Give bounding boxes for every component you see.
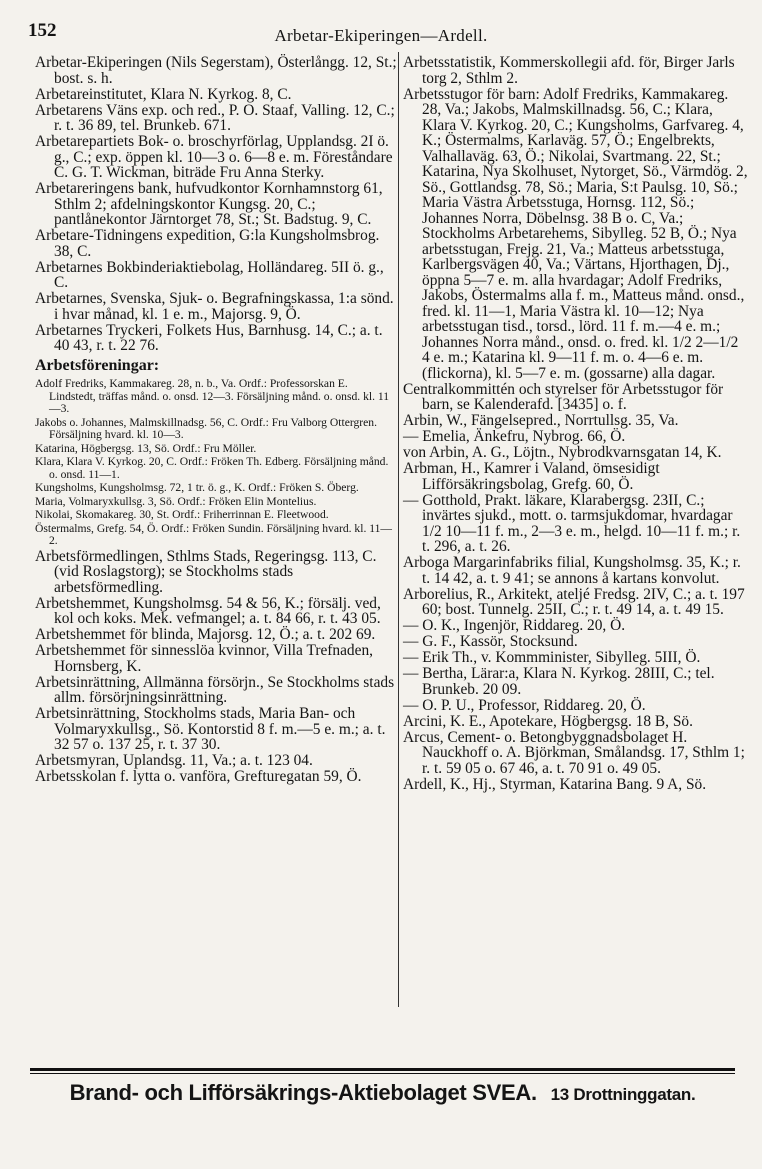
directory-entry: Adolf Fredriks, Kammakareg. 28, n. b., Va. Ordf.: Professorskan E. Lindstedt, träffas månd. o. onsd. 12—3. Försäljning månd. o. onsd. kl. 11—3. [35,377,390,415]
directory-entry: — Bertha, Lärar:a, Klara N. Kyrkog. 28III, C.; tel. Brunkeb. 20 09. [403,665,715,698]
directory-entry: — G. F., Kassör, Stocksund. [403,633,578,650]
directory-entry: Arbetar-Ekiperingen (Nils Segerstam), Österlångg. 12, St.; bost. s. h. [35,54,397,87]
directory-entry: Centralkommittén och styrelser för Arbetsstugor för barn, se Kalenderafd. [3435] o. f. [403,380,724,413]
directory-entry: Arbetareinstitutet, Klara N. Kyrkog. 8, C. [35,85,292,103]
directory-entry: — Emelia, Änkefru, Nybrog. 66, Ö. [403,428,626,445]
directory-entry: — Erik Th., v. Kommminister, Sibylleg. 5III, Ö. [403,649,701,666]
directory-entry: Arbman, H., Kamrer i Valand, ömsesidigt Lifförsäkringsbolag, Grefg. 60, Ö. [403,460,660,493]
directory-entry: Arbetsstugor för barn: Adolf Fredriks, Kammakareg. 28, Va.; Jakobs, Malmskillnadsg. 56, C.; Klara, Klara V. Kyrkog. 20, C.; Kungsholms, Garfvareg. 4, K.; Östermalms, Karlaväg. 57, Ö.; Engelbrekts, Valhallaväg. 63, Ö.; Nikolai, Svartmang. 22, St.; Katarina, Nya Skolhuset, Nytorget, Sö., Värmdög. 2, Sö., Gottlandsg. 78, Sö.; Maria, S:t Paulsg. 10, Sö.; Maria Västra Arbetsstuga, Hornsg. 112, Sö.; Johannes Norra, Döbelnsg. 38 B o. C, Va.; Stockholms Arbetarehems, Sibylleg. 52 B, Ö.; Nya arbetsstugan, Frejg. 21, Va.; Matteus arbetsstuga, Karlbergsvägen 40, Va.; Värtans, Hjorthagen, Dj., öppna 5—7 e. m. alla hvardagar; Adolf Fredriks, Jakobs, Östermalms alla f. m., Matteus månd. onsd., fred. kl. 11—1, Maria Västra kl. 10—12; Nya arbetsstugan tisd., torsd., lörd. 11 f. m.—4 e. m.; Johannes Norra månd., onsd. o. fred. kl. 1/2 2—1/2 4 e. m.; Katarina kl. 9—11 f. m. o. 4—6 e. m. (flickorna), kl. 5—7 e. m. (gossarne) alla dagar. [403,85,748,382]
directory-entry: — O. K., Ingenjör, Riddareg. 20, Ö. [403,617,626,634]
directory-entry: Arbetshemmet, Kungsholmsg. 54 & 56, K.; försälj. ved, kol och koks. Mek. vefmangel; a. t. 84 66, r. t. 43 05. [35,594,381,627]
directory-entry: Arbetsinrättning, Stockholms stads, Maria Ban- och Volmaryxkullsg., Sö. Kontorstid 8 f. m.—5 e. m.; a. t. 32 57 o. 137 25, r. t. 37 30. [35,705,386,753]
directory-entry: Arbetareringens bank, hufvudkontor Kornhamnstorg 61, Sthlm 2; afdelningskontor Kungsg. 20, C.; pantlånekontor Järntorget 78, St.; St. Badstug. 9, C. [35,180,383,228]
page-number: 152 [28,20,57,41]
directory-entry: Kungsholms, Kungsholmsg. 72, 1 tr. ö. g., K. Ordf.: Fröken S. Öberg. [35,481,359,494]
right-column [403,55,748,793]
running-head: Arbetar-Ekiperingen—Ardell. [274,26,488,45]
directory-entry: Katarina, Högbergsg. 13, Sö. Ordf.: Fru Möller. [35,441,257,455]
footer-advertisement [30,1080,735,1106]
directory-entry: Arborelius, R., Arkitekt, ateljé Fredsg. 2IV, C.; a. t. 197 60; bost. Tunnelg. 25II, C.; r. t. 49 14, a. t. 49 15. [403,585,745,618]
directory-entry: Arboga Margarinfabriks filial, Kungsholmsg. 35, K.; r. t. 14 42, a. t. 9 41; se annons å kartans konvolut. [403,554,741,587]
directory-entry: Klara, Klara V. Kyrkog. 20, C. Ordf.: Fröken Th. Edberg. Försäljning månd. o. onsd. 11—1. [35,455,389,481]
directory-entry: Arbin, W., Fängelsepred., Norrtullsg. 35, Va. [403,412,679,429]
directory-entry: Arbetarnes, Svenska, Sjuk- o. Begrafningskassa, 1:a sönd. i hvar månad, kl. 1 e. m., Majorsg. 9, Ö. [35,290,394,323]
directory-entry: Arbetshemmet för blinda, Majorsg. 12, Ö.; a. t. 202 69. [35,626,376,643]
footer-rule-thin [30,1073,735,1074]
left-column [35,55,397,785]
directory-entry: Arbetarens Väns exp. och red., P. O. Staaf, Valling. 12, C.; r. t. 36 89, tel. Brunkeb. 671. [35,101,395,134]
footer-rule [30,1068,735,1071]
directory-entry: Arbetsmyran, Uplandsg. 11, Va.; a. t. 123 04. [35,752,313,769]
directory-entry: Östermalms, Grefg. 54, Ö. Ordf.: Fröken Sundin. Försäljning hvard. kl. 11—2. [35,521,393,547]
footer-company: Brand- och Lifförsäkrings-Aktiebolaget SVEA. [69,1080,537,1105]
directory-entry: Arbetsförmedlingen, Sthlms Stads, Regeringsg. 113, C. (vid Roslagstorg); se Stockholms stads arbetsförmedling. [35,547,377,596]
directory-entry: Arbetsinrättning, Allmänna försörjn., Se Stockholms stads allm. försörjningsinrättning. [35,673,395,706]
directory-entry: Arbetsskolan f. lytta o. vanföra, Grefturegatan 59, Ö. [35,768,362,785]
directory-entry: Arbetarnes Bokbinderiaktiebolag, Holländareg. 5II ö. g., C. [35,258,384,291]
directory-entry: — Gotthold, Prakt. läkare, Klarabergsg. 23II, C.; invärtes sjukd., mott. o. tarmsjukdomar, hvardagar 1/2 10—11 f. m., 2—3 e. m., helgd. 10—11 f. m.; r. t. 296, a. t. 26. [403,491,741,555]
directory-entry: Arbetsstatistik, Kommerskollegii afd. för, Birger Jarls torg 2, Sthlm 2. [403,54,735,87]
directory-entry: Ardell, K., Hj., Styrman, Katarina Bang. 9 A, Sö. [403,775,707,793]
directory-entry: Arbetarepartiets Bok- o. broschyrförlag, Upplandsg. 2I ö. g., C.; exp. öppen kl. 10—3 o. 6—8 e. m. Föreståndare C. G. T. Wickman, biträde Fru Anna Sterky. [35,133,393,181]
column-divider [398,52,399,1007]
directory-entry: Arbetshemmet för sinnesslöa kvinnor, Villa Trefnaden, Hornsberg, K. [35,642,373,675]
directory-entry: Arbetarnes Tryckeri, Folkets Hus, Barnhusg. 14, C.; a. t. 40 43, r. t. 22 76. [35,321,383,354]
footer-address: 13 Drottninggatan. [550,1085,696,1104]
directory-entry: Arcus, Cement- o. Betongbyggnadsbolaget H. Nauckhoff o. A. Björkman, Smålandsg. 17, Sthlm 1; r. t. 59 05 o. 67 46, a. t. 70 91 o. 49 05. [403,728,745,777]
directory-entry: — O. P. U., Professor, Riddareg. 20, Ö. [403,696,646,714]
directory-entry: von Arbin, A. G., Löjtn., Nybrodkvarnsgatan 14, K. [403,444,722,461]
directory-entry: Jakobs o. Johannes, Malmskillnadsg. 56, C. Ordf.: Fru Valborg Ottergren. Försäljning hvard. kl. 10—3. [35,415,377,441]
directory-entry: Arbetare-Tidningens expedition, G:la Kungsholmsbrog. 38, C. [35,227,380,260]
directory-entry: Arcini, K. E., Apotekare, Högbergsg. 18 B, Sö. [403,712,693,730]
directory-entry: Nikolai, Skomakareg. 30, St. Ordf.: Friherrinnan E. Fleetwood. [35,508,329,521]
section-heading: Arbetsföreningar: [35,356,160,374]
directory-entry: Maria, Volmaryxkullsg. 3, Sö. Ordf.: Fröken Elin Montelius. [35,494,317,508]
